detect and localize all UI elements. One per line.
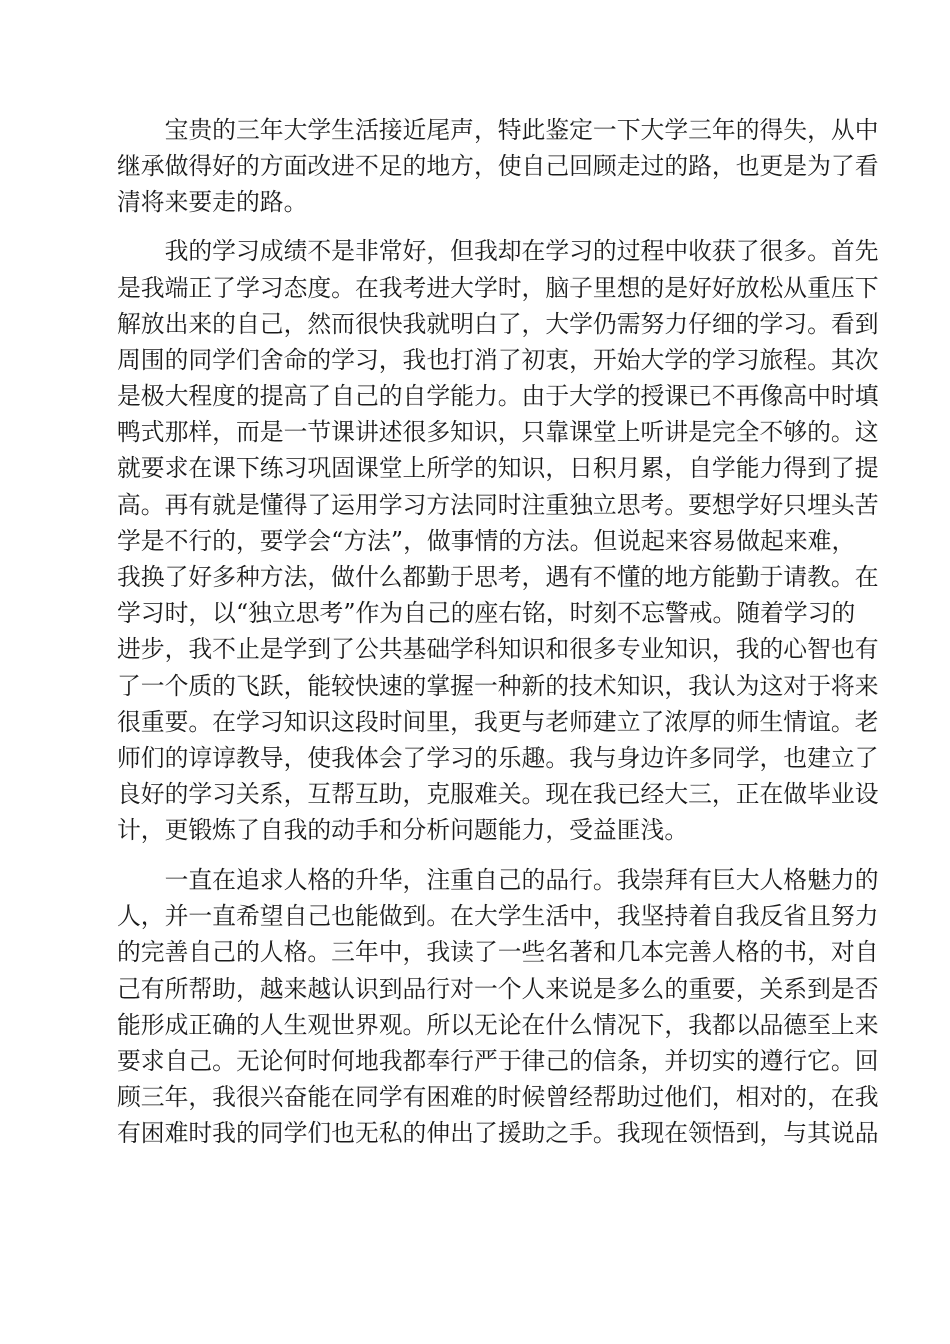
text-line: 解放出来的自己，然而很快我就明白了，大学仍需努力仔细的学习。看到 xyxy=(117,309,879,338)
text-line: 师们的谆谆教导，使我体会了学习的乐趣。我与身边许多同学，也建立了 xyxy=(117,743,879,772)
text-line: 学习时，以“独立思考”作为自己的座右铭，时刻不忘警戒。随着学习的 xyxy=(117,599,856,628)
text-line: 是极大程度的提高了自己的自学能力。由于大学的授课已不再像高中时填 xyxy=(117,382,879,411)
text-line: 进步，我不止是学到了公共基础学科知识和很多专业知识，我的心智也有 xyxy=(117,635,879,664)
text-line: 一直在追求人格的升华，注重自己的品行。我崇拜有巨大人格魅力的 xyxy=(164,866,879,895)
paragraph-1 xyxy=(117,112,879,221)
text-line: 鸭式那样，而是一节课讲述很多知识，只靠课堂上听讲是完全不够的。这 xyxy=(117,418,879,447)
text-line: 计，更锻炼了自我的动手和分析问题能力，受益匪浅。 xyxy=(117,816,689,845)
text-line: 能形成正确的人生观世界观。所以无论在什么情况下，我都以品德至上来 xyxy=(117,1010,879,1039)
text-line: 了一个质的飞跃，能较快速的掌握一种新的技术知识，我认为这对于将来 xyxy=(117,671,879,700)
text-line: 己有所帮助，越来越认识到品行对一个人来说是多么的重要，关系到是否 xyxy=(117,974,879,1003)
text-line: 高。再有就是懂得了运用学习方法同时注重独立思考。要想学好只埋头苦 xyxy=(117,490,879,519)
document-body xyxy=(117,112,879,1164)
text-line: 有困难时我的同学们也无私的伸出了援助之手。我现在领悟到，与其说品 xyxy=(117,1119,879,1148)
text-line: 人，并一直希望自己也能做到。在大学生活中，我坚持着自我反省且努力 xyxy=(117,902,879,931)
text-line: 我的学习成绩不是非常好，但我却在学习的过程中收获了很多。首先 xyxy=(164,237,879,266)
paragraph-3 xyxy=(117,862,879,1152)
text-line: 宝贵的三年大学生活接近尾声，特此鉴定一下大学三年的得失，从中 xyxy=(164,116,879,144)
text-line: 学是不行的，要学会“方法”，做事情的方法。但说起来容易做起来难， xyxy=(117,526,856,555)
text-line: 继承做得好的方面改进不足的地方，使自己回顾走过的路，也更是为了看 xyxy=(117,152,879,181)
text-line: 良好的学习关系，互帮互助，克服难关。现在我已经大三，正在做毕业设 xyxy=(117,780,879,809)
text-line: 要求自己。无论何时何地我都奉行严于律己的信条，并切实的遵行它。回 xyxy=(117,1046,879,1075)
text-line: 我换了好多种方法，做什么都勤于思考，遇有不懂的地方能勤于请教。在 xyxy=(117,563,879,592)
text-line: 就要求在课下练习巩固课堂上所学的知识，日积月累，自学能力得到了提 xyxy=(117,454,879,483)
text-line: 清将来要走的路。 xyxy=(117,188,308,217)
text-line: 很重要。在学习知识这段时间里，我更与老师建立了浓厚的师生情谊。老 xyxy=(117,707,879,736)
text-line: 是我端正了学习态度。在我考进大学时，脑子里想的是好好放松从重压下 xyxy=(117,273,879,302)
text-line: 的完善自己的人格。三年中，我读了一些名著和几本完善人格的书，对自 xyxy=(117,938,879,967)
text-line: 周围的同学们舍命的学习，我也打消了初衷，开始大学的学习旅程。其次 xyxy=(117,345,879,374)
paragraph-2 xyxy=(117,233,879,848)
text-line: 顾三年，我很兴奋能在同学有困难的时候曾经帮助过他们，相对的，在我 xyxy=(117,1083,879,1112)
